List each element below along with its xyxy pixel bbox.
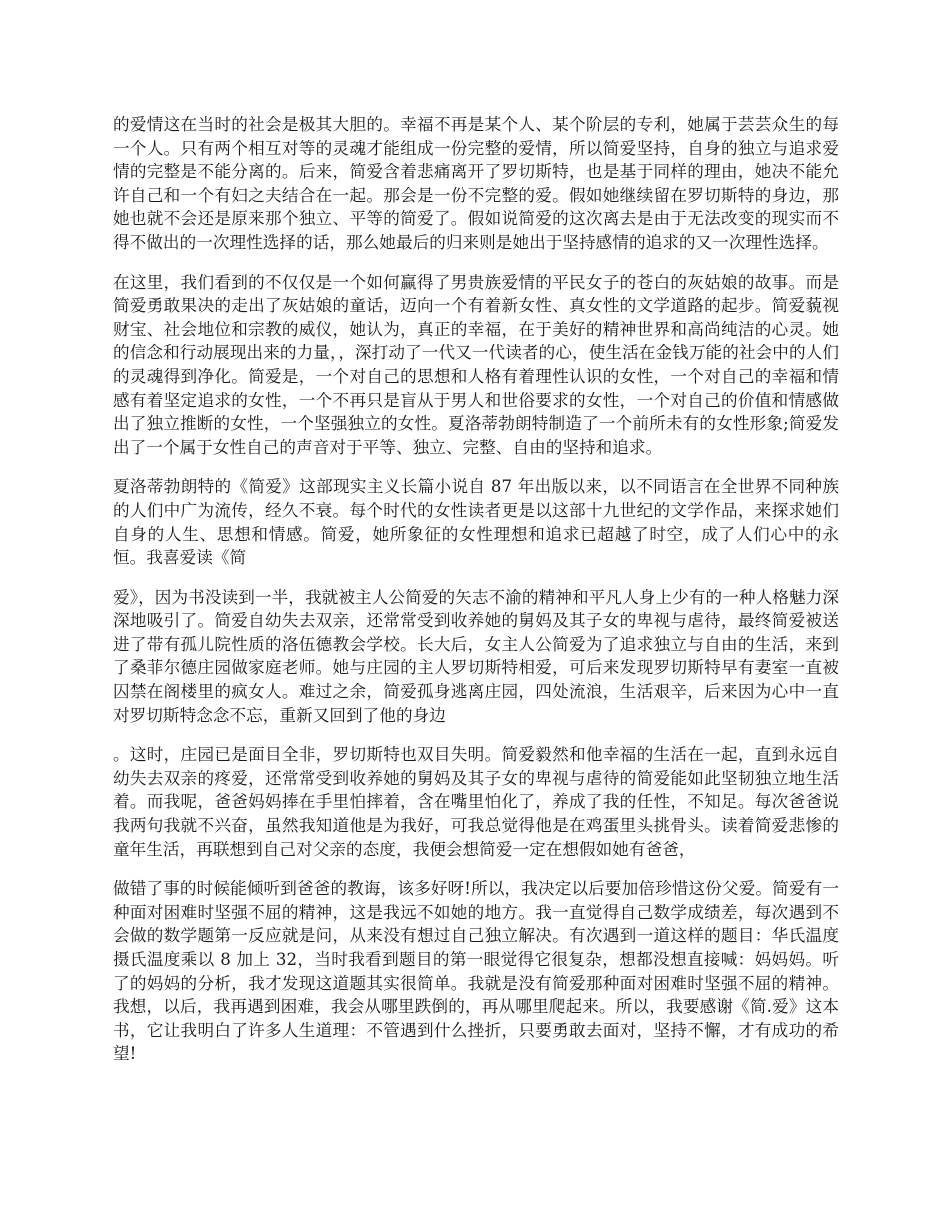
paragraph-4: 爱》，因为书没读到一半，我就被主人公简爱的矢志不渝的精神和平凡人身上少有的一种人格魅力深深地吸引了。简爱自幼失去双亲，还常常受到收养她的舅妈及其子女的卑视与虐待，最终简爱被送进了带有孤儿院性质的洛伍德教会学校。长大后，女主人公简爱为了追求独立与自由的生活，来到了桑菲尔德庄园做家庭老师。她与庄园的主人罗切斯特相爱，可后来发现罗切斯特早有妻室一直被囚禁在阁楼里的疯女人。难过之余，简爱孤身逃离庄园，四处流浪，生活艰辛，后来因为心中一直对罗切斯特念念不忘，重新又回到了他的身边 xyxy=(113,587,839,725)
document-page xyxy=(113,113,839,1082)
paragraph-6: 做错了事的时候能倾听到爸爸的教诲，该多好呀!所以，我决定以后要加倍珍惜这份父爱。简爱有一种面对困难时坚强不屈的精神，这是我远不如她的地方。我一直觉得自己数学成绩差，每次遇到不会做的数学题第一反应就是问，从来没有想过自己独立解决。有次遇到一道这样的题目：华氏温度摄氏温度乘以 8 加上 32，当时我看到题目的第一眼觉得它很复杂，想都没想直接喊：妈妈妈。听了的妈妈的分析，我才发现这道题其实很简单。我就是没有简爱那种面对困难时坚强不屈的精神。我想，以后，我再遇到困难，我会从哪里跌倒的，再从哪里爬起来。所以，我要感谢《简.爱》这本书，它让我明白了许多人生道理：不管遇到什么挫折，只要勇敢去面对，坚持不懈，才有成功的希望! xyxy=(113,879,839,1064)
paragraph-1: 的爱情这在当时的社会是极其大胆的。幸福不再是某个人、某个阶层的专利，她属于芸芸众生的每一个人。只有两个相互对等的灵魂才能组成一份完整的爱情，所以简爱坚持，自身的独立与追求爱情的完整是不能分离的。后来，简爱含着悲痛离开了罗切斯特，也是基于同样的理由，她决不能允许自己和一个有妇之夫结合在一起。那会是一份不完整的爱。假如她继续留在罗切斯特的身边，那她也就不会还是原来那个独立、平等的简爱了。假如说简爱的这次离去是由于无法改变的现实而不得不做出的一次理性选择的话，那么她最后的归来则是她出于坚持感情的追求的又一次理性选择。 xyxy=(113,115,839,252)
paragraph-3: 夏洛蒂勃朗特的《简爱》这部现实主义长篇小说自 87 年出版以来，以不同语言在全世界不同种族的人们中广为流传，经久不衰。每个时代的女性读者更是以这部十九世纪的文学作品，来探求她们自身的人生、思想和情感。简爱，她所象征的女性理想和追求已超越了时空，成了人们心中的永恒。我喜爱读《简 xyxy=(113,477,839,568)
paragraph-5: 。这时，庄园已是面目全非，罗切斯特也双目失明。简爱毅然和他幸福的生活在一起，直到永远自幼失去双亲的疼爱，还常常受到收养她的舅妈及其子女的卑视与虐待的简爱能如此坚韧独立地生活着。而我呢，爸爸妈妈捧在手里怕摔着，含在嘴里怕化了，养成了我的任性，不知足。每次爸爸说我两句我就不兴奋，虽然我知道他是为我好，可我总觉得他是在鸡蛋里头挑骨头。读着简爱悲惨的童年生活，再联想到自己对父亲的态度，我便会想简爱一定在想假如她有爸爸， xyxy=(113,745,839,859)
paragraph-2: 在这里，我们看到的不仅仅是一个如何赢得了男贵族爱情的平民女子的苍白的灰姑娘的故事。而是简爱勇敢果决的走出了灰姑娘的童话，迈向一个有着新女性、真女性的文学道路的起步。简爱藐视财宝、社会地位和宗教的威仪，她认为，真正的幸福，在于美好的精神世界和高尚纯洁的心灵。她的信念和行动展现出来的力量，，深打动了一代又一代读者的心，使生活在金钱万能的社会中的人们的灵魂得到净化。简爱是，一个对自己的思想和人格有着理性认识的女性，一个对自己的幸福和情感有着坚定追求的女性，一个不再只是盲从于男人和世俗要求的女性，一个对自己的价值和情感做出了独立推断的女性，一个坚强独立的女性。夏洛蒂勃朗特制造了一个前所未有的女性形象;简爱发出了一个属于女性自己的声音对于平等、独立、完整、自由的坚持和追求。 xyxy=(113,272,839,457)
